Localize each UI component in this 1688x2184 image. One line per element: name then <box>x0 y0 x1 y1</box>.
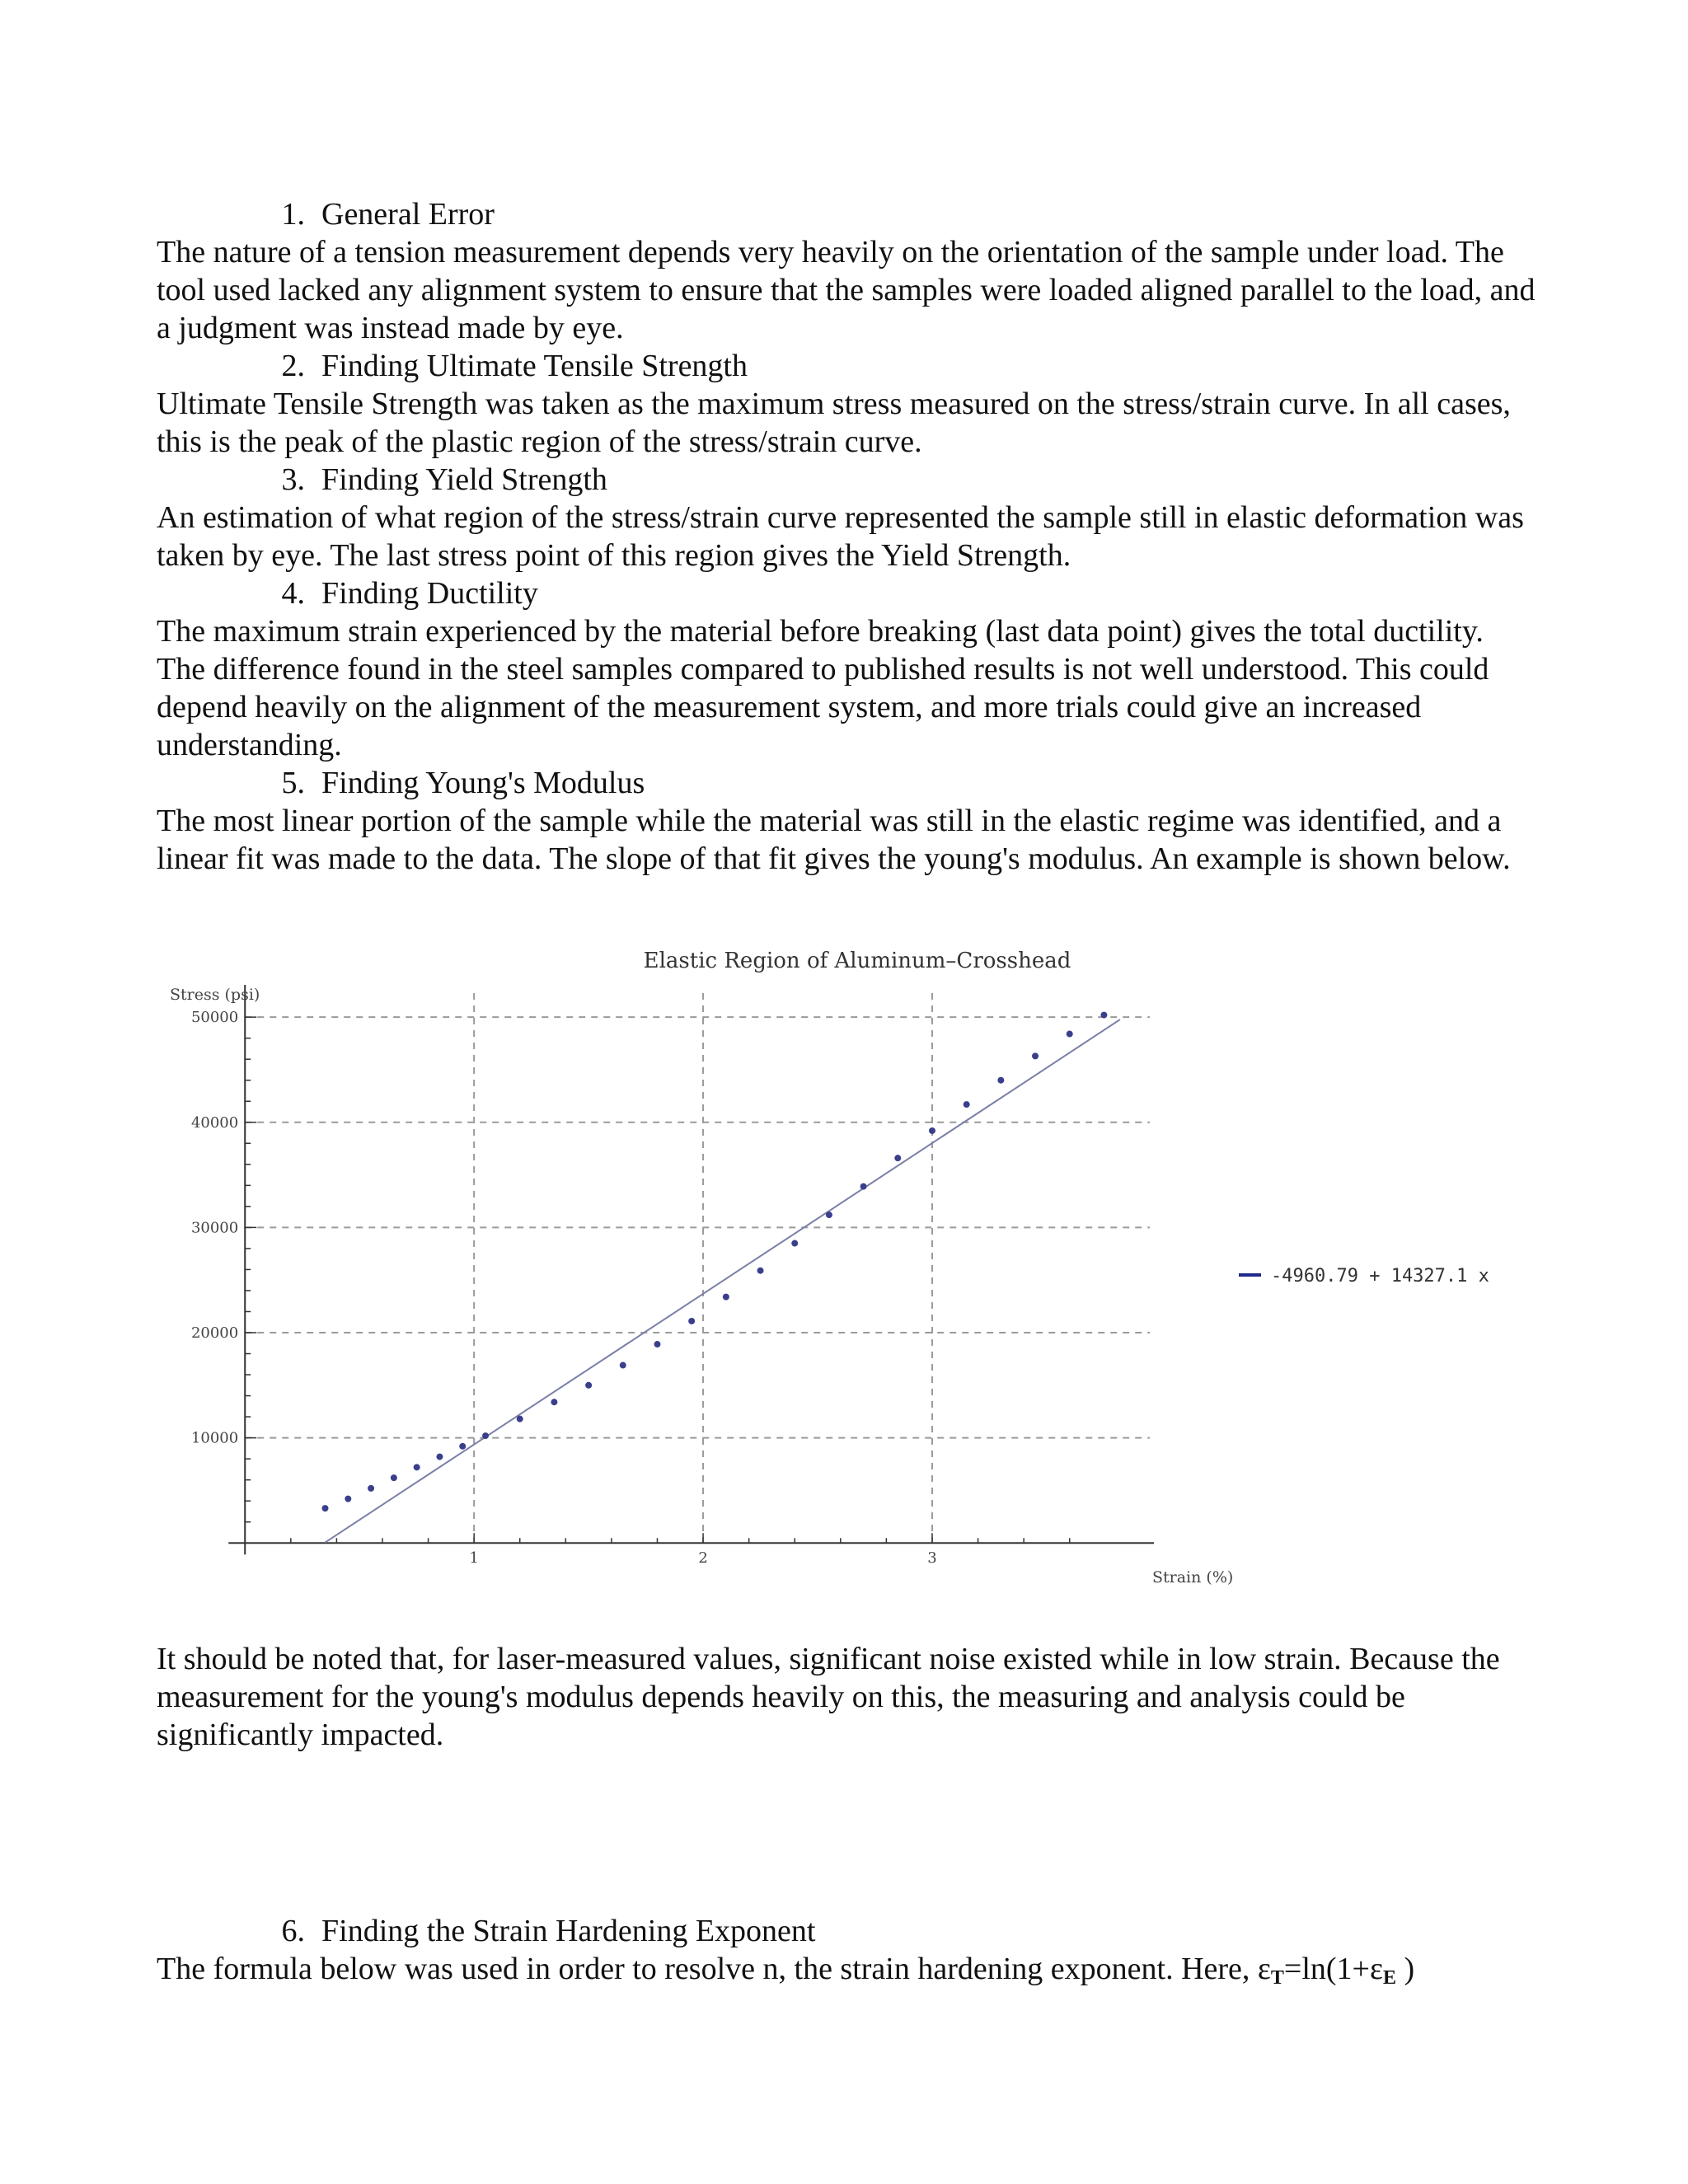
section-number: 4. <box>281 576 305 611</box>
section-heading <box>157 574 1541 612</box>
data-point <box>964 1101 970 1108</box>
y-tick-label: 30000 <box>190 1219 239 1237</box>
data-point <box>1100 1012 1107 1019</box>
formula-mid: =ln(1+ <box>1283 1952 1370 1986</box>
subscript-t: T <box>1270 1967 1284 1989</box>
data-point <box>688 1318 695 1324</box>
data-point <box>1067 1031 1073 1038</box>
x-tick-label: 3 <box>927 1549 937 1568</box>
y-tick-label: 50000 <box>190 1009 239 1027</box>
section-title: Finding Yield Strength <box>321 462 607 497</box>
data-point <box>620 1362 626 1369</box>
tick-labels <box>191 1009 937 1567</box>
data-point <box>654 1341 660 1347</box>
y-axis-label: Stress (psi) <box>170 986 260 1004</box>
data-point <box>436 1454 443 1460</box>
fit-line-group <box>326 1019 1120 1542</box>
hardening-text: The formula below was used in order to resolve n, the strain hardening exponent. Here, <box>157 1952 1258 1986</box>
paragraph-noise: It should be noted that, for laser-measured values, significant noise existed while in low strain. Because the measurement for the young's modulus depends heavily on this, the measuring and analysis could be significantly impacted. <box>157 1642 1500 1752</box>
section-number: 5. <box>281 766 305 800</box>
epsilon-symbol: ε <box>1369 1952 1383 1986</box>
section-title: Finding the Strain Hardening Exponent <box>321 1914 816 1948</box>
paragraph-general-error: The nature of a tension measurement depends very heavily on the orientation of the sample under load. The tool used lacked any alignment system to ensure that the samples were loaded aligned parallel to the load, and a judgment was instead made by eye. <box>157 235 1536 345</box>
data-point <box>757 1268 764 1274</box>
section-number: 3. <box>281 462 305 497</box>
data-point <box>791 1240 798 1247</box>
paragraph-yield: An estimation of what region of the stress/strain curve represented the sample still in elastic deformation was taken by eye. The last stress point of this region gives the Yield Strength. <box>157 500 1524 573</box>
data-points <box>322 1012 1108 1512</box>
chart-title: Elastic Region of Aluminum–Crosshead <box>643 949 1071 973</box>
paragraph-ductility-2: The difference found in the steel samples compared to published results is not well understood. This could depend heavily on the alignment of the measurement system, and more trials could give an increased understanding. <box>157 652 1489 762</box>
y-tick-label: 40000 <box>190 1113 239 1132</box>
chart-axes <box>228 985 1154 1554</box>
data-point <box>414 1464 420 1470</box>
data-point <box>391 1474 397 1481</box>
data-point <box>894 1155 901 1161</box>
section-heading <box>157 1912 1541 1950</box>
section-number: 6. <box>281 1914 305 1948</box>
chart-figure <box>148 948 1550 1624</box>
y-tick-label: 10000 <box>190 1429 239 1447</box>
y-tick-label: 20000 <box>190 1324 239 1342</box>
x-tick-label: 2 <box>698 1549 708 1568</box>
section-strain-hardening <box>157 1912 1541 1997</box>
data-point <box>585 1382 592 1389</box>
epsilon-symbol: ε <box>1257 1952 1271 1986</box>
data-point <box>322 1505 329 1511</box>
section-heading <box>157 347 1541 385</box>
x-tick-label: 1 <box>469 1549 479 1568</box>
section-heading <box>157 195 1541 233</box>
formula-end: ) <box>1395 1952 1415 1986</box>
data-point <box>1032 1052 1039 1059</box>
fit-line <box>326 1019 1120 1542</box>
section-title: Finding Young's Modulus <box>321 766 645 800</box>
data-point <box>723 1294 729 1301</box>
grid-lines <box>245 993 1150 1543</box>
data-point <box>997 1077 1004 1084</box>
legend-fit-label: -4960.79 + 14327.1 x <box>1271 1266 1489 1286</box>
section-heading <box>157 461 1541 499</box>
section-number: 2. <box>281 349 305 383</box>
elastic-region-chart <box>148 948 1550 1624</box>
data-point <box>826 1212 832 1218</box>
section-number: 1. <box>281 197 305 232</box>
noise-note <box>157 1640 1541 1754</box>
x-axis-label: Strain (%) <box>1152 1568 1234 1586</box>
section-general-error <box>157 195 1541 878</box>
section-title: Finding Ductility <box>321 576 538 611</box>
subscript-e: E <box>1382 1967 1396 1989</box>
section-title: General Error <box>321 197 495 232</box>
section-heading <box>157 764 1541 802</box>
data-point <box>860 1183 867 1190</box>
paragraph-ductility-1: The maximum strain experienced by the material before breaking (last data point) gives the total ductility. <box>157 614 1484 649</box>
section-title: Finding Ultimate Tensile Strength <box>321 349 748 383</box>
paragraph-hardening <box>157 1950 1541 1997</box>
chart-legend <box>1239 1266 1489 1286</box>
data-point <box>517 1416 523 1422</box>
data-point <box>482 1432 489 1439</box>
paragraph-uts: Ultimate Tensile Strength was taken as the maximum stress measured on the stress/strain curve. In all cases, this is the peak of the plastic region of the stress/strain curve. <box>157 387 1511 459</box>
data-point <box>929 1127 935 1134</box>
data-point <box>368 1485 374 1492</box>
paragraph-youngs: The most linear portion of the sample while the material was still in the elastic regime was identified, and a linear fit was made to the data. The slope of that fit gives the young's modulus. An example is shown below. <box>157 804 1511 876</box>
data-point <box>459 1443 466 1450</box>
data-point <box>345 1496 351 1502</box>
data-point <box>551 1399 557 1405</box>
